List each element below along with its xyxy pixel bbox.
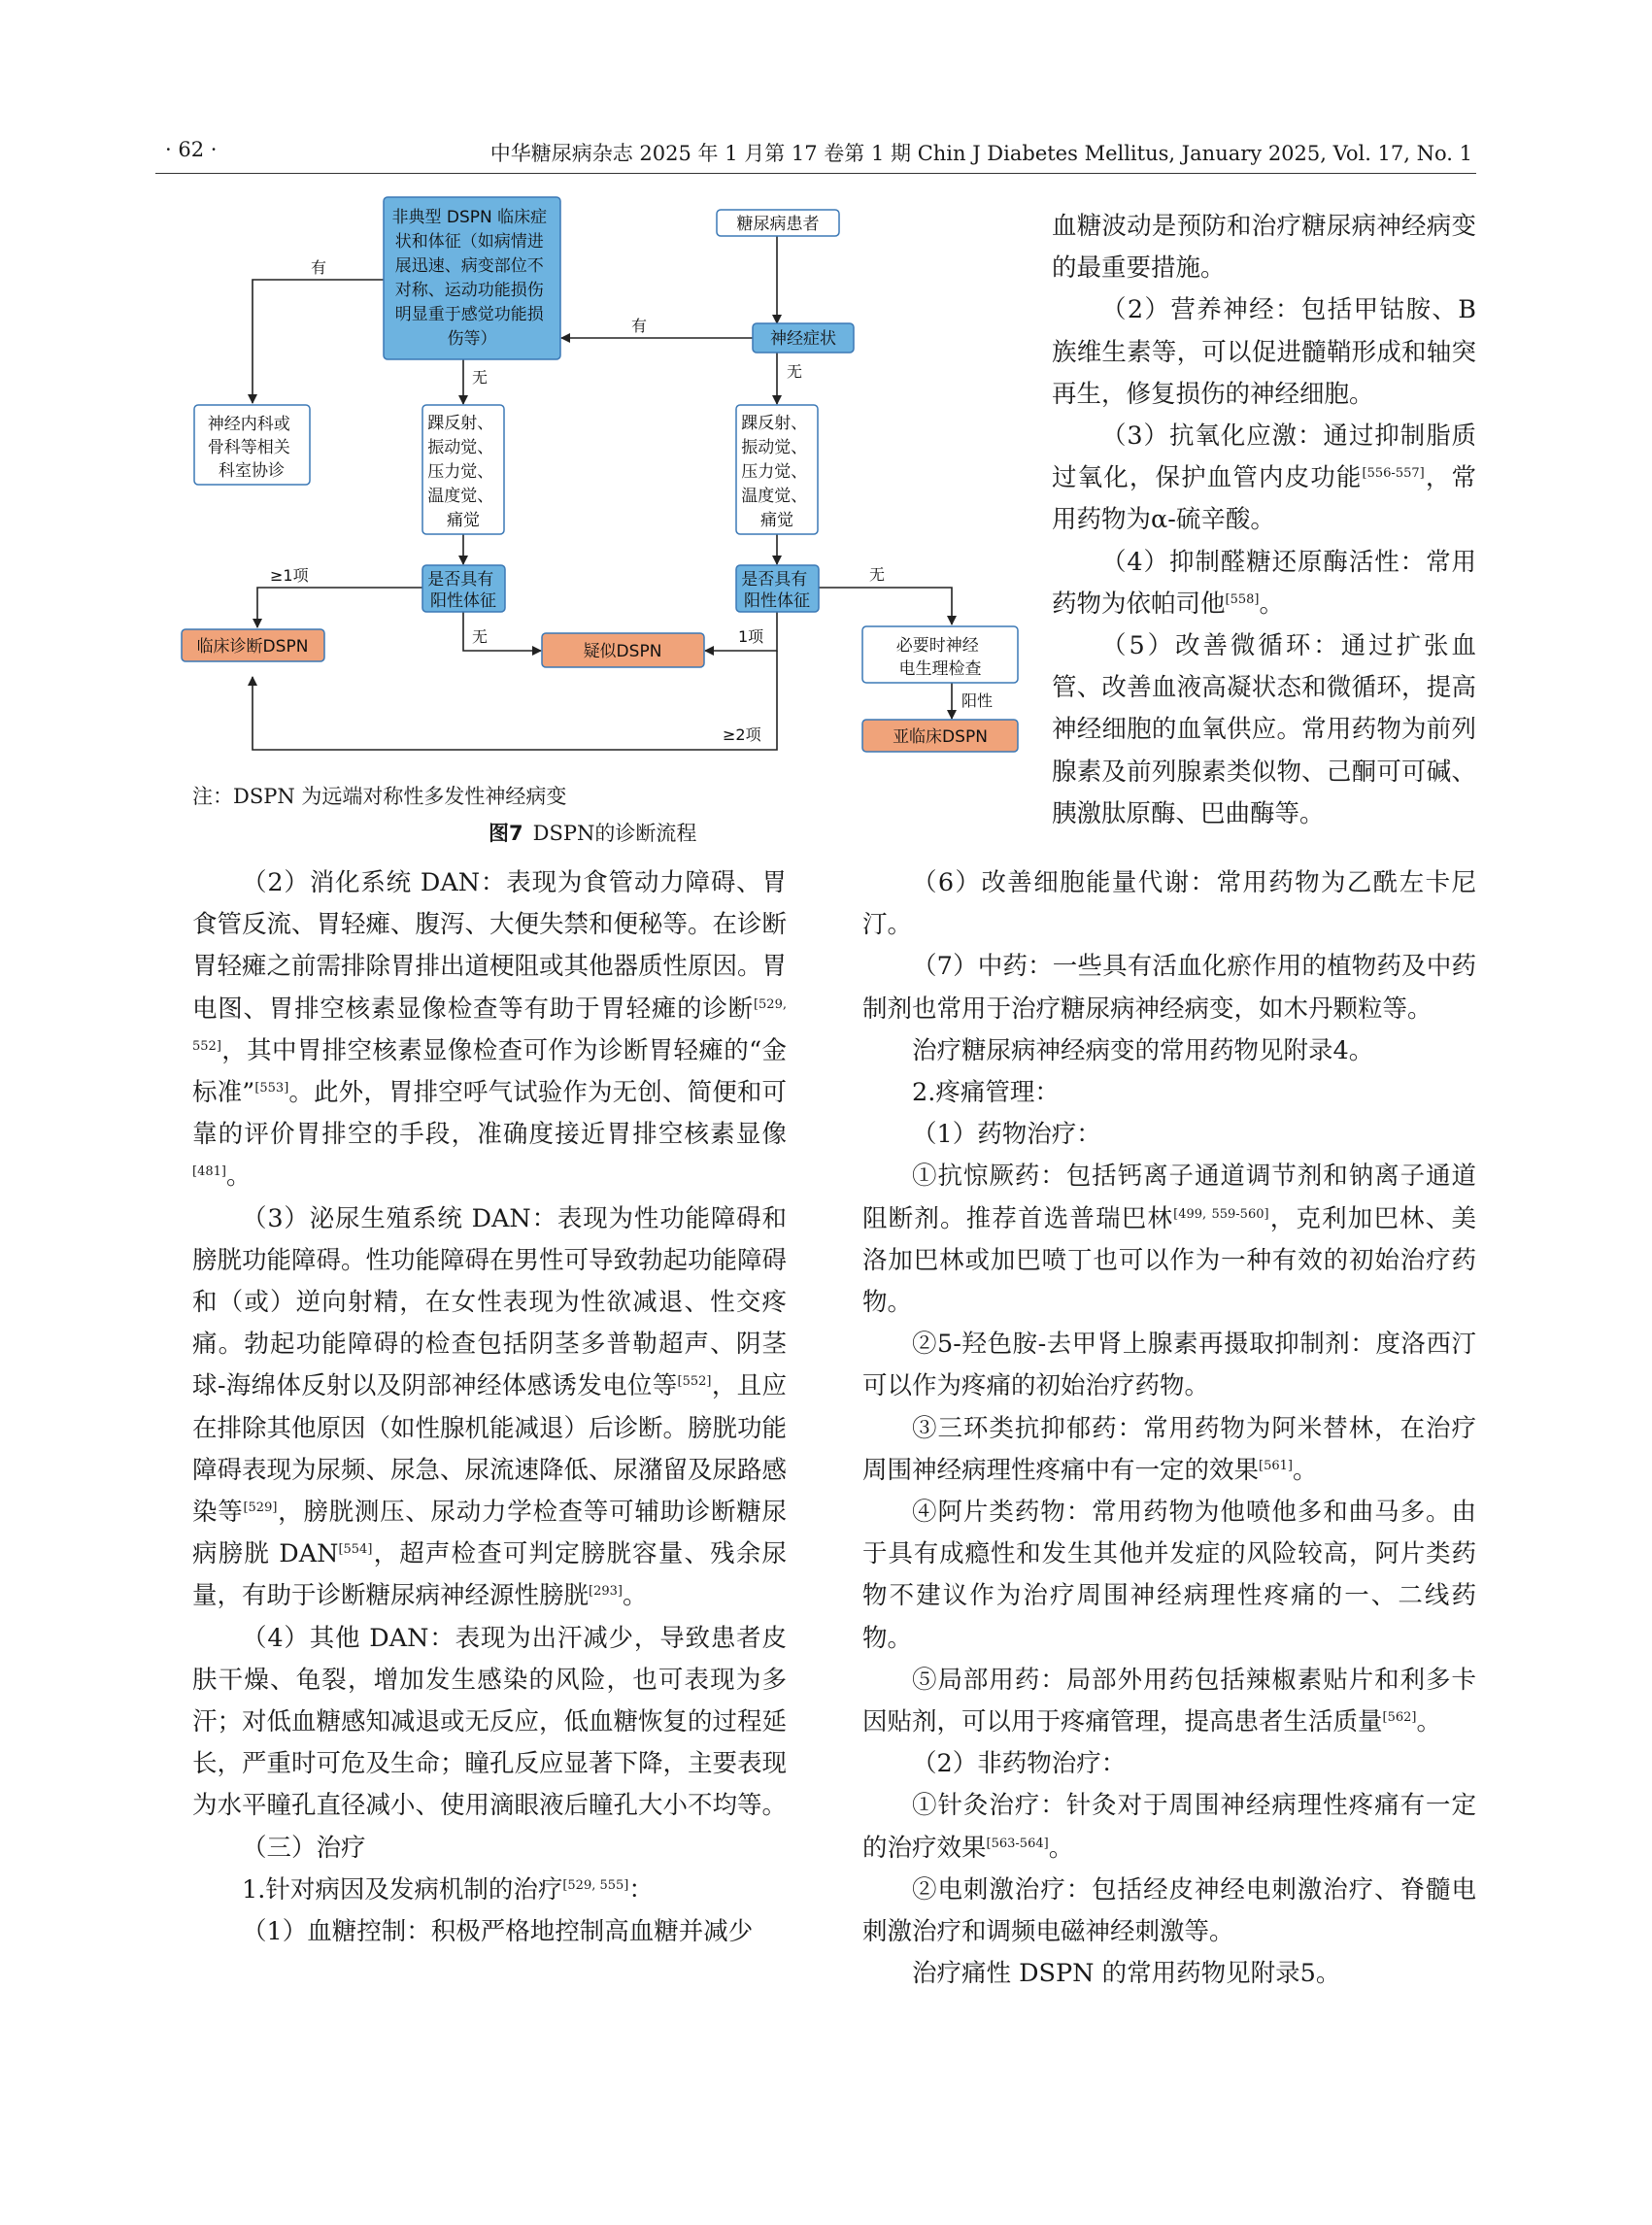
suspected-text: 疑似DSPN [583, 642, 662, 661]
atypical-text: 非典型 DSPN 临床症 状和体征（如病情进 展迅速、病变部位不 对称、运动功能损伤 明显重于感觉功能损 伤等） [391, 208, 548, 349]
citation: [561] [1259, 1458, 1293, 1473]
flowchart-figure [165, 192, 1039, 833]
symptom-text: 神经症状 [770, 329, 836, 349]
paragraph: ⑤局部用药：局部外用药包括辣椒素贴片和利多卡因贴剂，可以用于疼痛管理，提高患者生活质量[562]。 [862, 1665, 1476, 1737]
exam-left-text: 踝反射、 振动觉、 压力觉、 温度觉、 痛觉 [427, 414, 494, 530]
patient-text: 糖尿病患者 [736, 215, 820, 234]
subsection-heading: 1.针对病因及发病机制的治疗[529, 555]： [242, 1874, 654, 1905]
left-column [192, 862, 787, 1953]
electro-text: 必要时神经 电生理检查 [895, 636, 982, 679]
paragraph: （7）中药：一些具有活血化瘀作用的植物药及中药制剂也常用于治疗糖尿病神经病变，如木丹颗粒等。 [862, 952, 1476, 1024]
subsection-heading: （2）非药物治疗： [912, 1749, 1127, 1779]
paragraph: ①抗惊厥药：包括钙离子通道调节剂和钠离子通道阻断剂。推荐首选普瑞巴林[499, 559-560]，克利加巴林、美洛加巴林或加巴喷丁也可以作为一种有效的初始治疗药物。 [862, 1162, 1476, 1318]
running-header [155, 134, 1476, 174]
paragraph: 血糖波动是预防和治疗糖尿病神经病变的最重要措施。 [1052, 212, 1476, 284]
citation: [529] [243, 1500, 278, 1516]
citation: [554] [338, 1542, 373, 1558]
positive-right-text: 是否具有 阳性体征 [741, 570, 810, 611]
edge-positive-clinical-left [257, 588, 422, 627]
edge-label-positive: 阳性 [961, 691, 994, 710]
citation: [562] [1382, 1710, 1417, 1726]
paragraph: ④阿片类药物：常用药物为他喷他多和曲马多。由于具有成瘾性和发生其他并发症的风险较高，阿片类药物不建议作为治疗周围神经病理性疼痛的一、二线药物。 [862, 1498, 1476, 1653]
paragraph: （6）改善细胞能量代谢：常用药物为乙酰左卡尼汀。 [862, 868, 1476, 940]
citation: [481] [192, 1164, 226, 1180]
paragraph: 治疗糖尿病神经病变的常用药物见附录4。 [912, 1035, 1374, 1065]
citation: [553] [254, 1081, 289, 1096]
edge-label-one-item: 1项 [738, 627, 764, 646]
edge-positive-electro [816, 588, 952, 624]
paragraph: （2）消化系统 DAN：表现为食管动力障碍、胃食管反流、胃轻瘫、腹泻、大便失禁和便秘等。在诊断胃轻瘫之前需排除胃排出道梗阻或其他器质性原因。胃电图、胃排空核素显像检查等有助于胃轻瘫的诊断[529, 552]，其中胃排空核素显像检查可作为诊断胃轻瘫的“金标准”[553]。此外，胃排空呼气试验作为无创、简便和可靠的评价胃排空的手段，准确度接近胃排空核素显像[481]。 [192, 868, 788, 1192]
paragraph: （5）改善微循环：通过扩张血管、改善血液高凝状态和微循环，提高神经细胞的血氧供应。常用药物为前列腺素及前列腺素类似物、己酮可可碱、胰激肽原酶、巴曲酶等。 [1052, 631, 1476, 828]
citation: [499, 559-560] [1173, 1206, 1269, 1222]
citation: [529, 552] [192, 996, 787, 1054]
paragraph: ②电刺激治疗：包括经皮神经电刺激治疗、脊髓电刺激治疗和调频电磁神经刺激等。 [862, 1874, 1476, 1947]
page-number: · 62 · [165, 138, 218, 161]
paragraph: （4）其他 DAN：表现为出汗减少，导致患者皮肤干燥、龟裂，增加发生感染的风险，也可表现为多汗；对低血糖感知减退或无反应，低血糖恢复的过程延长，严重时可危及生命；瞳孔反应显著下降，主要表现为水平瞳孔直径减小、使用滴眼液后瞳孔大小不均等。 [192, 1623, 788, 1821]
dspn-flowchart [165, 192, 1039, 775]
edge-atypical-referral [253, 280, 384, 403]
paragraph: ③三环类抗抑郁药：常用药物为阿米替林，在治疗周围神经病理性疼痛中有一定的效果[561]。 [862, 1413, 1476, 1485]
clinical-text: 临床诊断DSPN [196, 637, 309, 657]
subclinical-text: 亚临床DSPN [893, 727, 988, 747]
paragraph: （1）血糖控制：积极严格地控制高血糖并减少 [242, 1917, 754, 1947]
section-heading: （三）治疗 [242, 1833, 366, 1863]
right-column-top [1052, 206, 1476, 835]
figure-caption-text: DSPN的诊断流程 [532, 822, 697, 845]
paragraph: （3）泌尿生殖系统 DAN：表现为性功能障碍和膀胱功能障碍。性功能障碍在男性可导致勃起功能障碍和（或）逆向射精，在女性表现为性欲减退、性交疼痛。勃起功能障碍的检查包括阴茎多普勒超声、阴茎球-海绵体反射以及阴部神经体感诱发电位等[552]，且应在排除其他原因（如性腺机能减退）后诊断。膀胱功能障碍表现为尿频、尿急、尿流速降低、尿潴留及尿路感染等[529]，膀胱测压、尿动力学检查等可辅助诊断糖尿病膀胱 DAN[554]，超声检查可判定膀胱容量、残余尿量，有助于诊断糖尿病神经源性膀胱[293]。 [192, 1203, 788, 1611]
citation: [563-564] [986, 1836, 1049, 1851]
referral-text: 神经内科或 骨科等相关 科室协诊 [207, 415, 290, 481]
journal-citation: 中华糖尿病杂志 2025 年 1 月第 17 卷第 1 期 Chin J Diabetes Mellitus, January 2025, Vol. 17, No. 1 [489, 142, 1472, 165]
paragraph: ①针灸治疗：针灸对于周围神经病理性疼痛有一定的治疗效果[563-564]。 [862, 1791, 1476, 1863]
figure-note: 注：DSPN 为远端对称性多发性神经病变 [192, 785, 567, 808]
citation: [556-557] [1362, 466, 1425, 482]
edge-label-you-top: 有 [311, 258, 327, 277]
paragraph: 治疗痛性 DSPN 的常用药物见附录5。 [912, 1959, 1341, 1989]
connectors [253, 236, 952, 750]
paragraph: （3）抗氧化应激：通过抑制脂质过氧化，保护血管内皮功能[556-557]，常用药物为α-硫辛酸。 [1052, 421, 1476, 535]
right-column-bottom [862, 862, 1476, 1995]
paragraph: （2）营养神经：包括甲钴胺、B族维生素等，可以促进髓鞘形成和轴突再生，修复损伤的神经细胞。 [1052, 295, 1476, 409]
figure-caption-label: 图7 [489, 822, 523, 845]
citation: [529, 555] [562, 1877, 629, 1893]
paragraph: （4）抑制醛糖还原酶活性：常用药物为依帕司他[558]。 [1052, 547, 1476, 619]
subsection-heading: 2.疼痛管理： [912, 1078, 1060, 1108]
edge-label-ge2: ≥2项 [723, 725, 761, 744]
positive-left-text: 是否具有 阳性体征 [427, 570, 496, 611]
edge-label-you-mid: 有 [631, 317, 648, 335]
citation: [558] [1225, 591, 1260, 607]
edge-label-wu-bottom: 无 [472, 627, 489, 646]
edge-label-wu-far-right: 无 [869, 565, 886, 584]
citation: [552] [677, 1374, 712, 1390]
paragraph: ②5-羟色胺-去甲肾上腺素再摄取抑制剂：度洛西汀可以作为疼痛的初始治疗药物。 [862, 1330, 1476, 1401]
citation: [293] [589, 1584, 623, 1600]
edge-label-wu-right: 无 [787, 362, 803, 381]
edge-label-wu-left: 无 [472, 368, 489, 387]
subsection-heading: （1）药物治疗： [912, 1120, 1101, 1150]
exam-right-text: 踝反射、 振动觉、 压力觉、 温度觉、 痛觉 [741, 414, 808, 530]
figure-caption [489, 818, 696, 847]
edge-label-ge1: ≥1项 [270, 566, 309, 585]
